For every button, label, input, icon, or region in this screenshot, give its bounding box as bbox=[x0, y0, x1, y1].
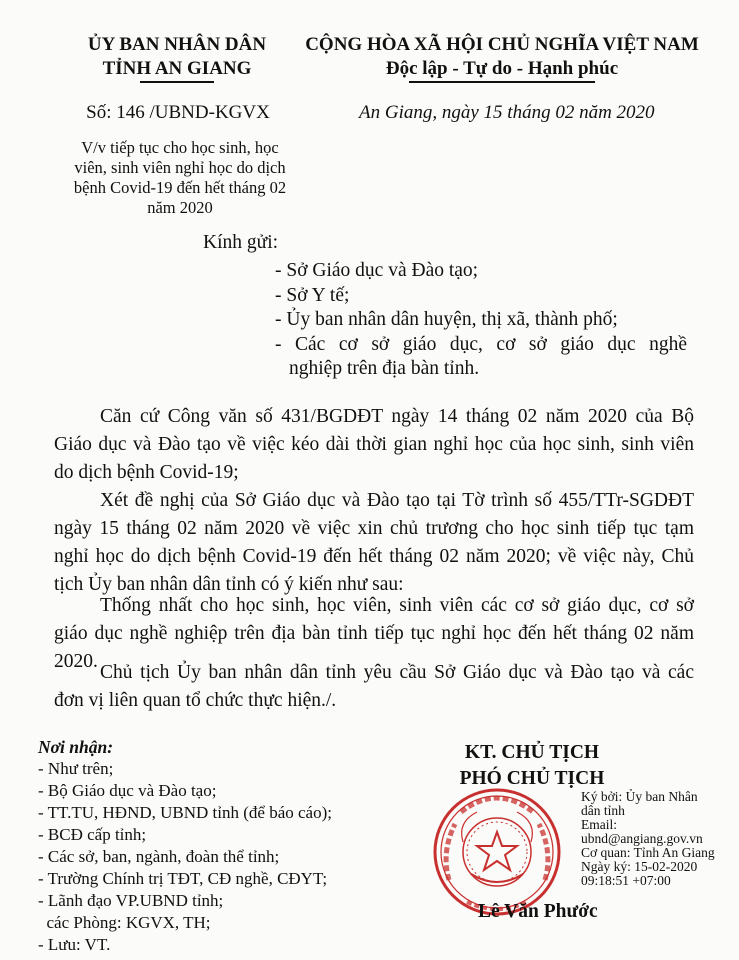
subject-line: viên, sinh viên nghỉ học do dịch bbox=[74, 158, 286, 177]
distribution-item: - Bộ Giáo dục và Đào tạo; bbox=[38, 781, 217, 800]
national-motto bbox=[293, 33, 711, 81]
distribution-label: Nơi nhận: bbox=[38, 737, 114, 757]
subject-line: V/v tiếp tục cho học sinh, học bbox=[81, 138, 279, 157]
body-line: Thống nhất cho học sinh, học viên, sinh viên các cơ sở giáo dục, cơ sở bbox=[100, 595, 694, 616]
recipient-item: - Sở Giáo dục và Đào tạo; bbox=[275, 260, 479, 281]
recipient-item: nghiệp trên địa bàn tỉnh. bbox=[289, 358, 480, 379]
distribution-item: các Phòng: KGVX, TH; bbox=[38, 913, 211, 932]
nation-line2: Độc lập - Tự do - Hạnh phúc bbox=[385, 58, 619, 79]
signature-info-line: Ký bởi: Ủy ban Nhân bbox=[581, 789, 698, 804]
distribution bbox=[38, 736, 368, 956]
body-line: Chủ tịch Ủy ban nhân dân tỉnh yêu cầu Sở Giáo dục và Đào tạo và các bbox=[100, 662, 694, 683]
recipients-list bbox=[275, 259, 687, 382]
digital-signature-info bbox=[581, 790, 721, 888]
body-line: đơn vị liên quan tổ chức thực hiện./. bbox=[54, 690, 337, 711]
nation-line1: CỘNG HÒA XÃ HỘI CHỦ NGHĨA VIỆT NAM bbox=[305, 34, 699, 55]
distribution-item: - Lưu: VT. bbox=[38, 935, 111, 954]
signature-info-line: Ngày ký: 15-02-2020 bbox=[581, 859, 698, 874]
signature-info-line: Cơ quan: Tỉnh An Giang bbox=[581, 845, 715, 860]
distribution-item: - Lãnh đạo VP.UBND tỉnh; bbox=[38, 891, 224, 910]
issuing-org bbox=[62, 33, 292, 81]
distribution-item: - Như trên; bbox=[38, 759, 114, 778]
recipient-item: - Ủy ban nhân dân huyện, thị xã, thành phố; bbox=[275, 309, 618, 330]
signature-title2: PHÓ CHỦ TỊCH bbox=[459, 768, 605, 789]
signature-info-line: ubnd@angiang.gov.vn bbox=[581, 831, 703, 846]
subject-line: năm 2020 bbox=[147, 198, 213, 217]
distribution-item: - Các sở, ban, ngành, đoàn thể tỉnh; bbox=[38, 847, 280, 866]
signature-info-line: dân tỉnh bbox=[581, 803, 625, 818]
motto-underline bbox=[409, 81, 595, 83]
recipient-item: - Các cơ sở giáo dục, cơ sở giáo dục nghề bbox=[275, 333, 687, 355]
place-date: An Giang, ngày 15 tháng 02 năm 2020 bbox=[359, 102, 655, 123]
paragraph-request bbox=[54, 659, 694, 715]
body-line: ngày 15 tháng 02 năm 2020 về việc xin chủ trương cho học sinh tiếp tục tạm bbox=[54, 518, 694, 539]
org-line1: ỦY BAN NHÂN DÂN bbox=[87, 34, 267, 55]
paragraph-proposal bbox=[54, 487, 694, 599]
body-line: 2020. bbox=[54, 651, 98, 672]
body-line: do dịch bệnh Covid-19; bbox=[54, 462, 239, 483]
body-line: Giáo dục và Đào tạo về việc kéo dài thời gian nghỉ học của học sinh, sinh viên bbox=[54, 434, 694, 455]
body-line: giáo dục nghề nghiệp trên địa bàn tỉnh tiếp tục nghỉ học đến hết tháng 02 năm bbox=[54, 623, 694, 644]
distribution-item: - BCĐ cấp tỉnh; bbox=[38, 825, 147, 844]
org-underline bbox=[140, 81, 214, 83]
body-line: Xét đề nghị của Sở Giáo dục và Đào tạo tại Tờ trình số 455/TTr-SGDĐT bbox=[100, 490, 694, 511]
signature-info-line: 09:18:51 +07:00 bbox=[581, 873, 671, 888]
distribution-item: - Trường Chính trị TĐT, CĐ nghề, CĐYT; bbox=[38, 869, 328, 888]
subject bbox=[54, 138, 306, 218]
recipients-label: Kính gửi: bbox=[203, 232, 279, 253]
signature-title1: KT. CHỦ TỊCH bbox=[464, 742, 600, 763]
signature-info-line: Email: bbox=[581, 817, 617, 832]
body-line: Căn cứ Công văn số 431/BGDĐT ngày 14 tháng 02 năm 2020 của Bộ bbox=[100, 406, 694, 427]
paragraph-legal-basis bbox=[54, 403, 694, 487]
signer-name: Lê Văn Phước bbox=[478, 901, 598, 922]
org-line2: TỈNH AN GIANG bbox=[102, 58, 252, 79]
body-line: tịch Ủy ban nhân dân tỉnh có ý kiến như sau: bbox=[54, 574, 404, 595]
subject-line: bệnh Covid-19 đến hết tháng 02 bbox=[73, 178, 287, 197]
distribution-item: - TT.TU, HĐND, UBND tỉnh (để báo cáo); bbox=[38, 803, 332, 822]
body-line: nghỉ học do dịch bệnh Covid-19 đến hết tháng 02 năm 2020; về việc này, Chủ bbox=[54, 546, 694, 567]
recipient-item: - Sở Y tế; bbox=[275, 284, 350, 306]
doc-number: Số: 146 /UBND-KGVX bbox=[86, 102, 270, 123]
